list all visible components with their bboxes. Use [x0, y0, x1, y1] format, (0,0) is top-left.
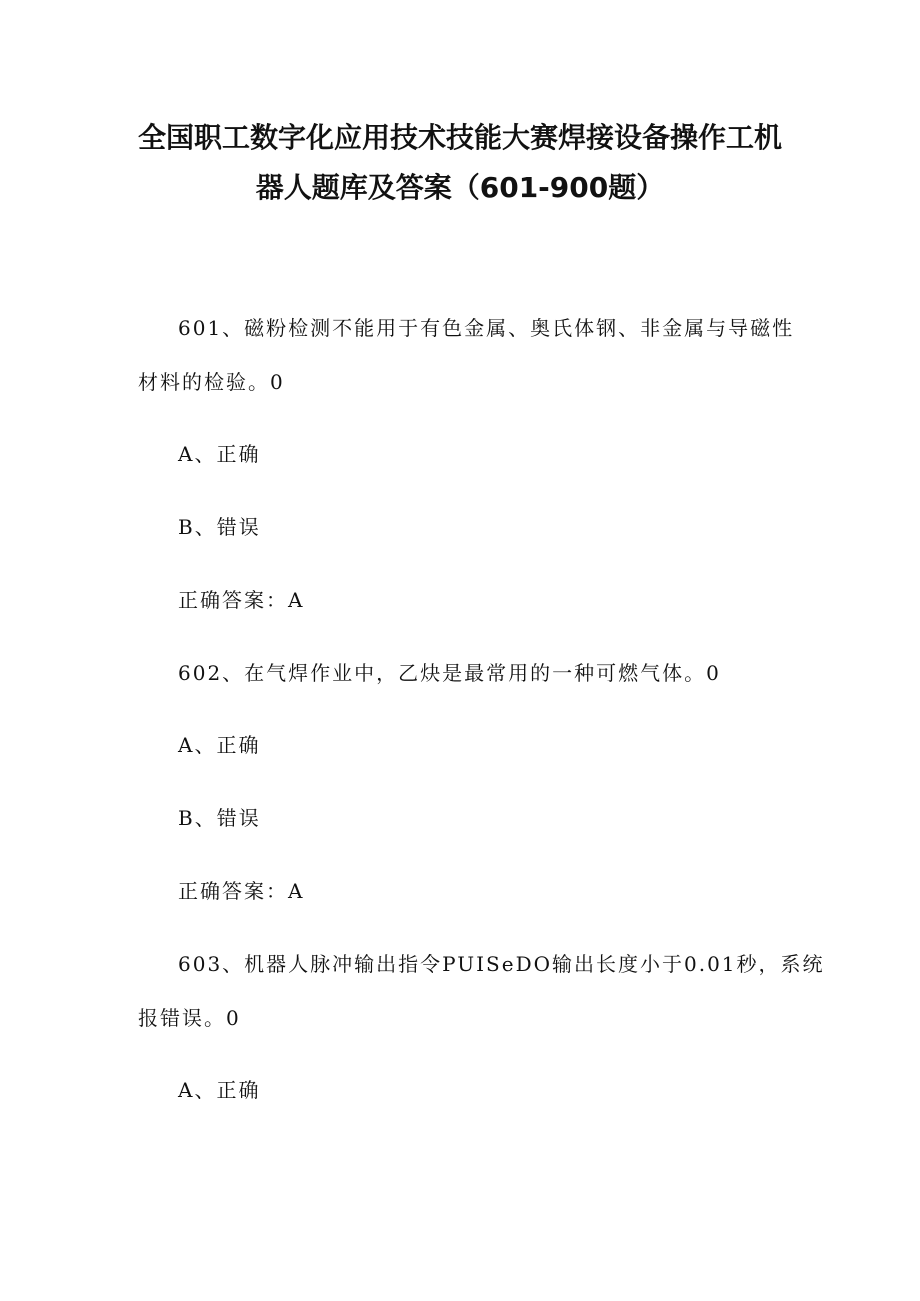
question-601-stem-line-2: 材料的检验。0	[138, 370, 285, 394]
question-602-option-b: B、错误	[178, 806, 261, 830]
question-601-option-a: A、正确	[178, 442, 261, 466]
question-601-answer: 正确答案：A	[178, 588, 305, 612]
question-601-option-b: B、错误	[178, 515, 261, 539]
question-602-answer: 正确答案：A	[178, 879, 305, 903]
question-601-stem-line-1: 601、磁粉检测不能用于有色金属、奥氏体钢、非金属与导磁性	[178, 316, 795, 340]
question-602-option-a: A、正确	[178, 733, 261, 757]
question-602-stem-line-1: 602、在气焊作业中，乙炔是最常用的一种可燃气体。0	[178, 661, 721, 685]
question-603-stem-line-2: 报错误。0	[138, 1006, 241, 1030]
question-603-option-a: A、正确	[178, 1078, 261, 1102]
document-title-line-1: 全国职工数字化应用技术技能大赛焊接设备操作工机	[137, 121, 782, 154]
question-603-stem-line-1: 603、机器人脉冲输出指令PUISeDO输出长度小于0.01秒，系统	[178, 952, 825, 976]
document-title-line-2: 器人题库及答案（601-900题）	[255, 171, 665, 204]
